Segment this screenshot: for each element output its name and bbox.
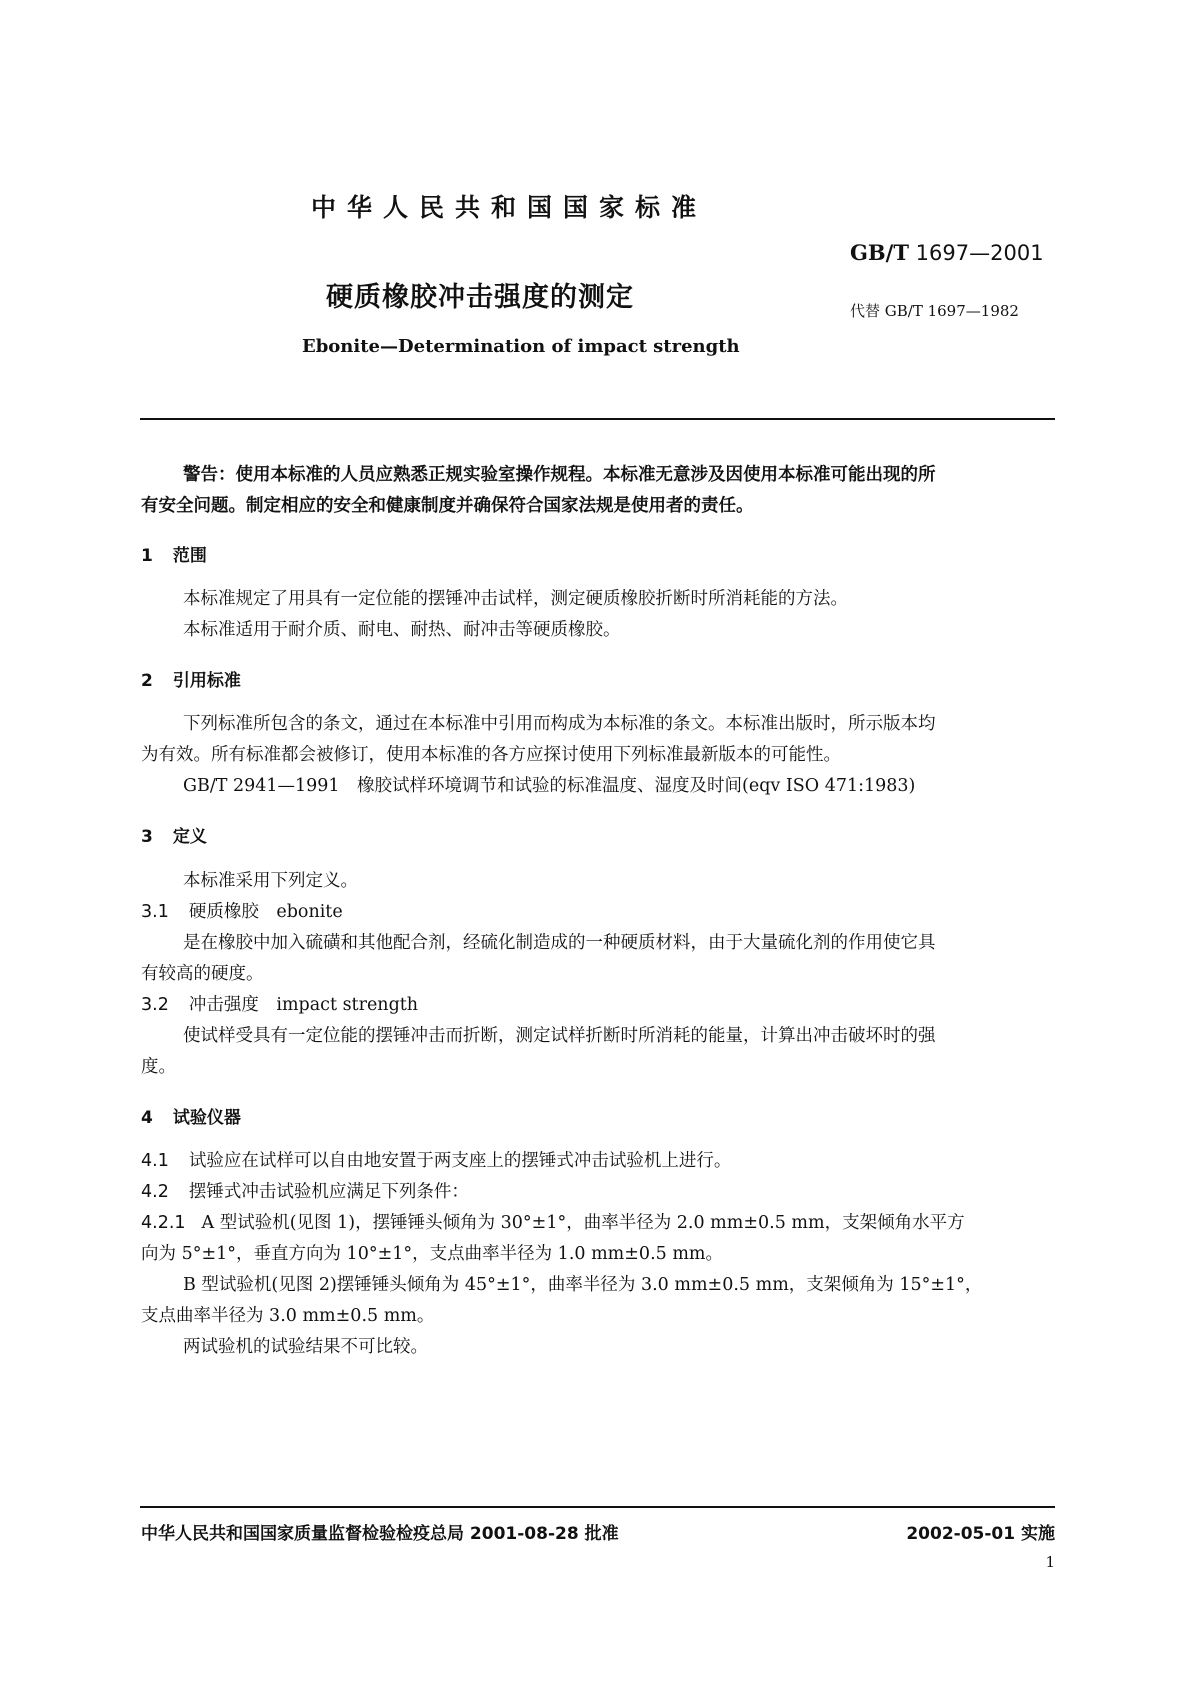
- definition-3-2-number: 3.2: [141, 995, 169, 1015]
- national-standard-heading: 中华人民共和国国家标准: [311, 193, 708, 222]
- section-1-heading: [141, 541, 207, 566]
- section-4-number: 4: [141, 1108, 153, 1128]
- section-3-heading: [141, 822, 207, 847]
- type-b-line-1: B 型试验机(见图 2)摆锤锤头倾角为 45°±1°，曲率半径为 3.0 mm±0.5 mm，支架倾角为 15°±1°，: [183, 1275, 983, 1295]
- approval-statement: 中华人民共和国国家质量监督检验检疫总局 2001-08-28 批准: [141, 1524, 619, 1544]
- section-2-heading: [141, 666, 241, 691]
- section-3-title: 定义: [172, 827, 207, 847]
- clause-4-2-number: 4.2: [141, 1182, 169, 1202]
- warning-line-2: 有安全问题。制定相应的安全和健康制度并确保符合国家法规是使用者的责任。: [141, 496, 754, 516]
- section-3-number: 3: [141, 827, 153, 847]
- clause-4-1-text: 试验应在试样可以自由地安置于两支座上的摆锤式冲击试验机上进行。: [188, 1151, 732, 1171]
- header-divider: [140, 418, 1055, 420]
- definition-3-2: [141, 990, 418, 1021]
- clause-4-2-1: [141, 1208, 965, 1239]
- definition-3-1-line-2: 有较高的硬度。: [141, 964, 264, 984]
- section-2-number: 2: [141, 671, 153, 691]
- document-title-zh: 硬质橡胶冲击强度的测定: [326, 282, 634, 313]
- section-2-para-line-1: 下列标准所包含的条文，通过在本标准中引用而构成为本标准的条文。本标准出版时，所示版本均: [183, 714, 936, 734]
- definition-3-1: [141, 897, 343, 928]
- definition-3-2-line-1: 使试样受具有一定位能的摆锤冲击而折断，测定试样折断时所消耗的能量，计算出冲击破坏时的强: [183, 1026, 936, 1046]
- warning-line-1: 警告：使用本标准的人员应熟悉正规实验室操作规程。本标准无意涉及因使用本标准可能出现的所: [183, 465, 936, 485]
- standard-code-number: 1697—2001: [915, 241, 1044, 265]
- replaces-note: 代替 GB/T 1697—1982: [850, 302, 1019, 320]
- clause-4-2-text: 摆锤式冲击试验机应满足下列条件：: [188, 1182, 469, 1202]
- definition-3-1-line-1: 是在橡胶中加入硫磺和其他配合剂，经硫化制造成的一种硬质材料，由于大量硫化剂的作用使它具: [183, 933, 936, 953]
- section-3-intro: 本标准采用下列定义。: [183, 871, 358, 891]
- clause-4-1: [141, 1146, 731, 1177]
- implementation-date: 2002-05-01 实施: [906, 1524, 1055, 1544]
- section-4-heading: [141, 1103, 241, 1128]
- clause-4-2-1-line-1: A 型试验机(见图 1)，摆锤锤头倾角为 30°±1°，曲率半径为 2.0 mm±0.5 mm，支架倾角水平方: [201, 1213, 965, 1233]
- clause-4-2-1-number: 4.2.1: [141, 1213, 186, 1233]
- clause-4-2: [141, 1177, 469, 1208]
- page-number: 1: [1045, 1553, 1055, 1571]
- comparison-note: 两试验机的试验结果不可比较。: [183, 1337, 428, 1357]
- definition-3-2-line-2: 度。: [141, 1057, 176, 1077]
- section-2-title: 引用标准: [172, 671, 241, 691]
- clause-4-1-number: 4.1: [141, 1151, 169, 1171]
- definition-3-1-number: 3.1: [141, 902, 169, 922]
- clause-4-2-1-line-2: 向为 5°±1°，垂直方向为 10°±1°，支点曲率半径为 1.0 mm±0.5 mm。: [141, 1244, 724, 1264]
- standard-code: [850, 240, 1044, 265]
- section-2-para-line-2: 为有效。所有标准都会被修订，使用本标准的各方应探讨使用下列标准最新版本的可能性。: [141, 745, 841, 765]
- document-title-en: Ebonite—Determination of impact strength: [302, 336, 740, 357]
- normative-reference: GB/T 2941—1991 橡胶试样环境调节和试验的标准温度、湿度及时间(eqv ISO 471:1983): [183, 776, 916, 796]
- section-1-para-1: 本标准规定了用具有一定位能的摆锤冲击试样，测定硬质橡胶折断时所消耗能的方法。: [183, 589, 848, 609]
- section-1-title: 范围: [172, 546, 207, 566]
- standard-code-prefix: GB/T: [850, 240, 909, 265]
- section-4-title: 试验仪器: [172, 1108, 241, 1128]
- definition-3-2-term: 冲击强度 impact strength: [188, 995, 419, 1015]
- footer-divider: [140, 1506, 1055, 1508]
- type-b-line-2: 支点曲率半径为 3.0 mm±0.5 mm。: [141, 1306, 435, 1326]
- definition-3-1-term: 硬质橡胶 ebonite: [188, 902, 343, 922]
- section-1-number: 1: [141, 546, 153, 566]
- section-1-para-2: 本标准适用于耐介质、耐电、耐热、耐冲击等硬质橡胶。: [183, 620, 621, 640]
